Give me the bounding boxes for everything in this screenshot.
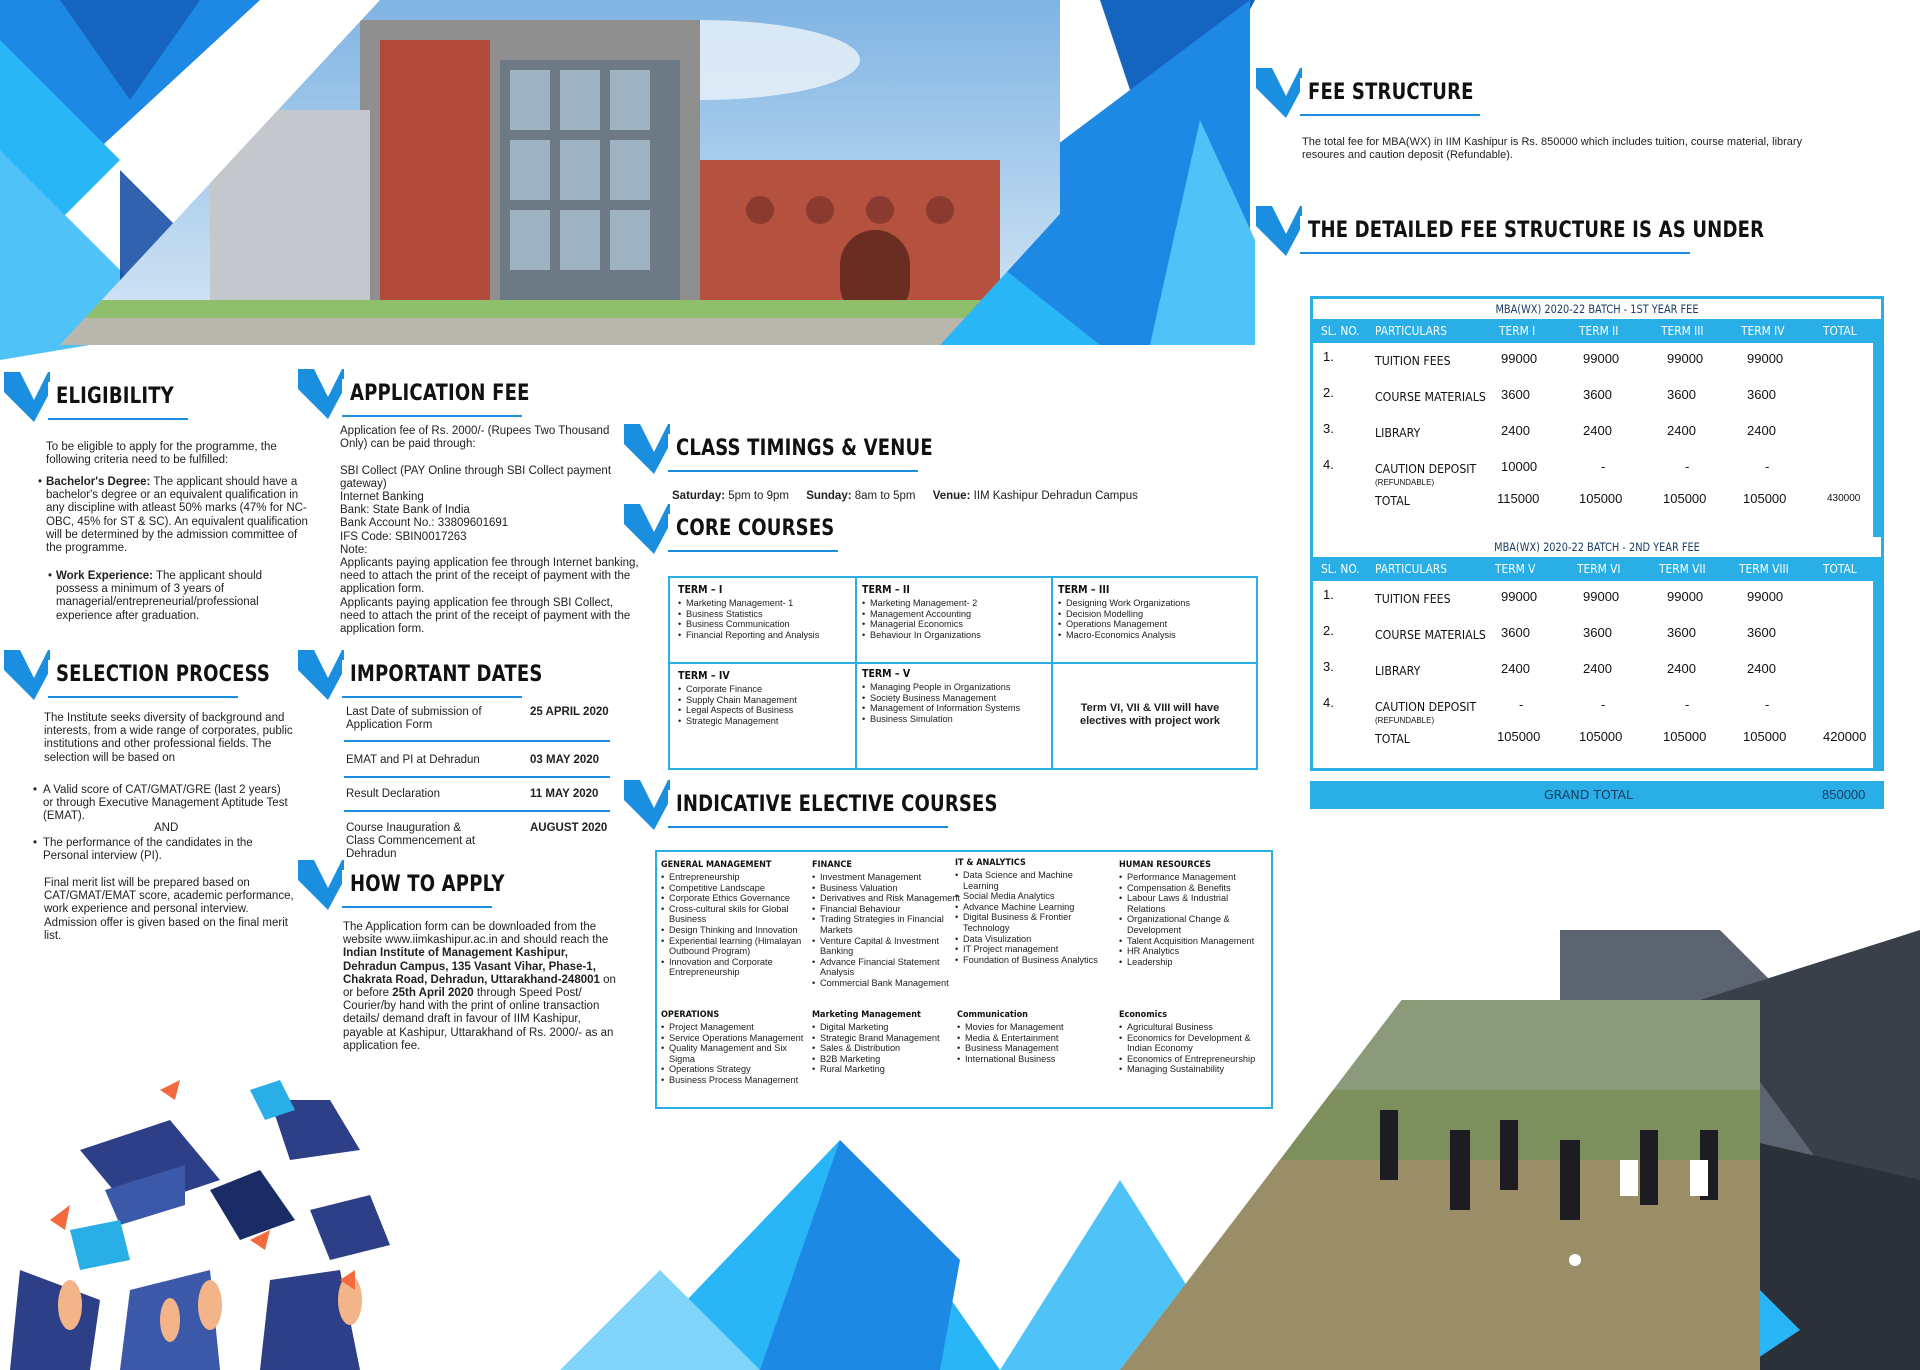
eligibility-intro: To be eligible to apply for the programme, the following criteria need to be fulfilled: [46, 441, 277, 467]
electives-heading [624, 786, 998, 830]
how-to-apply-title: HOW TO APPLY [350, 872, 505, 897]
selection-heading [4, 656, 271, 700]
fee-row: 2. COURSE MATERIALS 3600 3600 3600 3600 [1323, 623, 1776, 642]
core-courses-title: CORE COURSES [676, 516, 835, 541]
how-to-apply-text: The Application form can be downloaded from the website www.iimkashipur.ac.in and should reach the Indian Institute of Management Kashipur, Dehradun Campus, 135 Vasant Vihar, Phase-1, Chakrata Road, Dehradun, Uttarakhand-248001 on or before 25th April 2020 through Speed Post/ Courier/by hand with the print of online transaction details/ demand draft in favour of IIM Kashipur, payable at Kashipur, Uttarakhand of Rs. 2000/- as an application fee. [343, 921, 616, 1052]
chevron-icon [624, 504, 670, 564]
application-fee-title: APPLICATION FEE [350, 381, 530, 406]
term-1: TERM – I • Marketing Management- 1 • Business Statistics • Business Communication • Financial Reporting and Analysis [678, 584, 853, 640]
fee-row: 1. TUITION FEES 99000 99000 99000 99000 [1323, 349, 1784, 368]
eligibility-work: • Work Experience: The applicant should possess a minimum of 3 years of managerial/entrepreneurial/professional experience after graduation. [48, 570, 263, 622]
fee-structure-title: FEE STRUCTURE [1308, 80, 1474, 105]
elective-group: HUMAN RESOURCES • Performance Management • Compensation & Benefits • Labour Laws & Industrial Relations • Organizational Change & Development • Talent Acquisition Management • HR Analytics • Leadership [1119, 860, 1267, 967]
bachelor-label: Bachelor's Degree: [46, 476, 151, 488]
fee-table-year2 [1310, 537, 1884, 771]
fee-structure-heading [1256, 74, 1486, 118]
detailed-fee-heading [1256, 212, 1765, 256]
eligibility-bachelor: • Bachelor's Degree: The applicant should have a bachelor's degree or an equivalent qualification in any discipline with atleast 50% marks (47% for NC-OBC, 45% for ST & SC). An equivalent qualification will be determined by the admission committee of the programme. [38, 476, 308, 555]
term-4: TERM – IV • Corporate Finance • Supply Chain Management • Legal Aspects of Business • Strategic Management [678, 670, 853, 726]
fee-table-header: SL. NO. PARTICULARS TERM I TERM II TERM III TERM IV TOTAL [1313, 319, 1881, 343]
elective-group: Communication • Movies for Management • Media & Entertainment • Business Management • International Business [957, 1010, 1107, 1064]
fee-row: 2. COURSE MATERIALS 3600 3600 3600 3600 [1323, 385, 1776, 404]
elective-group: GENERAL MANAGEMENT • Entrepreneurship • Competitive Landscape • Corporate Ethics Governance • Cross-cultural skils for Global Business • Design Thinking and Innovation • Experiential learning (Himalayan Outbound Program) • Innovation and Corporate Entrepreneurship [661, 860, 811, 978]
work-text: The applicant should possess a minimum of 3 years of managerial/entrepreneurial/professional experience after graduation. [56, 570, 263, 622]
fee-table-year1 [1310, 296, 1884, 540]
fee-structure-text: The total fee for MBA(WX) in IIM Kashipur is Rs. 850000 which includes tuition, course material, library resoures and caution deposit (Refundable). [1302, 136, 1803, 162]
fee-row-total: TOTAL 105000 105000 105000 105000 420000 [1375, 729, 1867, 746]
important-dates-heading [298, 656, 543, 700]
fee-row: 4. CAUTION DEPOSIT (REFUNDABLE) - - - - [1323, 695, 1770, 725]
fee-row-total: TOTAL 115000 105000 105000 105000 430000 [1375, 491, 1861, 508]
electives-note: Term VI, VII & VIII will have electives with project work [1080, 702, 1220, 727]
graduation-caps-illustration [10, 1070, 410, 1370]
selection-item1: • A Valid score of CAT/GMAT/GRE (last 2 years) or through Executive Management Aptitude Test (EMAT). [33, 784, 288, 823]
chevron-icon [4, 372, 50, 432]
dates-row: Course Inauguration & Class Commencement at Dehradun AUGUST 2020 [346, 822, 608, 861]
core-courses-grid [668, 576, 1258, 770]
selection-and: AND [154, 822, 179, 834]
chevron-icon [1256, 68, 1302, 128]
grand-total-value: 850000 [1822, 787, 1866, 802]
electives-title: INDICATIVE ELECTIVE COURSES [676, 792, 998, 817]
dates-table [344, 700, 610, 861]
electives-grid [655, 850, 1273, 1109]
elective-group: IT & ANALYTICS • Data Science and Machine Learning • Social Media Analytics • Advance Machine Learning • Digital Business & Frontier Technology • Data Visulization • IT Project management • Foundation of Business Analytics [955, 858, 1105, 965]
core-courses-heading [624, 510, 844, 554]
work-label: Work Experience: [56, 570, 153, 582]
dates-row: EMAT and PI at Dehradun 03 MAY 2020 [344, 742, 610, 778]
fee-table-caption: MBA(WX) 2020-22 BATCH - 1ST YEAR FEE [1495, 302, 1699, 316]
selection-intro: The Institute seeks diversity of background and interests, from a wide range of corporates, public institutions and other professional fields. The selection will be based on [44, 712, 293, 764]
fee-row: 3. LIBRARY 2400 2400 2400 2400 [1323, 421, 1776, 440]
chevron-icon [298, 650, 344, 710]
application-fee-heading [298, 375, 530, 419]
term-2: TERM – II • Marketing Management- 2 • Management Accounting • Managerial Economics • Behaviour In Organizations [862, 584, 1047, 640]
elective-group: OPERATIONS • Project Management • Service Operations Management • Quality Management and Six Sigma • Operations Strategy • Business Process Management [661, 1010, 811, 1086]
chevron-icon [298, 369, 344, 429]
class-timings-text: Saturday: 5pm to 9pm Sunday: 8am to 5pm Venue: IIM Kashipur Dehradun Campus [672, 490, 1138, 502]
chevron-icon [298, 860, 344, 920]
chevron-icon [4, 650, 50, 710]
dates-row: Last Date of submission of Application Form 25 APRIL 2020 [344, 700, 610, 742]
eligibility-title: ELIGIBILITY [56, 384, 174, 409]
term-5: TERM – V • Managing People in Organizations • Society Business Management • Management of Information Systems • Business Simulation [862, 668, 1050, 724]
elective-group: Marketing Management • Digital Marketing • Strategic Brand Management • Sales & Distribution • B2B Marketing • Rural Marketing [812, 1010, 962, 1075]
how-to-apply-heading [298, 866, 505, 910]
important-dates-title: IMPORTANT DATES [350, 662, 543, 687]
selection-item2: • The performance of the candidates in the Personal interview (PI). [33, 837, 253, 863]
class-timings-title: CLASS TIMINGS & VENUE [676, 436, 933, 461]
term-3: TERM – III • Designing Work Organizations • Decision Modelling • Operations Management • Macro-Economics Analysis [1058, 584, 1248, 640]
selection-title: SELECTION PROCESS [56, 662, 271, 687]
elective-group: Economics • Agricultural Business • Economics for Development & Indian Economy • Economics of Entrepreneurship • Managing Sustainability [1119, 1010, 1267, 1075]
chevron-icon [624, 424, 670, 484]
graduation-cap-icon [80, 1120, 220, 1225]
bachelor-text: The applicant should have a bachelor's degree or an equivalent qualification in any discipline with atleast 50% marks (47% for NC-OBC, 45% for ST & SC). An equivalent qualification will be determined by the admission committee of the programme. [46, 476, 308, 555]
fee-table-caption: MBA(WX) 2020-22 BATCH - 2ND YEAR FEE [1494, 540, 1700, 554]
grand-total-label: GRAND TOTAL [1544, 787, 1634, 802]
eligibility-heading [4, 378, 194, 422]
grand-total-bar [1310, 781, 1884, 809]
elective-group: FINANCE • Investment Management • Business Valuation • Derivatives and Risk Management • Financial Behaviour • Trading Strategies in Financial Markets • Venture Capital & Investment Banking • Advance Financial Statement Analysis • Commercial Bank Management [812, 860, 962, 989]
fee-row: 4. CAUTION DEPOSIT (REFUNDABLE) 10000 - - - [1323, 457, 1770, 487]
chevron-icon [624, 780, 670, 840]
application-fee-text: Application fee of Rs. 2000/- (Rupees Two Thousand Only) can be paid through: SBI Collect (PAY Online through SBI Collect payment gateway) Internet Banking Bank: State Bank of India Bank Account No.: 33809601691 IFS Code: SBIN0017263 Note: Applicants paying application fee through Internet banking, need to attach the print of the receipt of payment with the application form. Applicants paying application fee through SBI Collect, need to attach the print of the receipt of payment with the application form. [340, 425, 639, 636]
selection-final: Final merit list will be prepared based on CAT/GMAT/EMAT score, academic performance, work experience and personal interview. Admission offer is given based on the final merit list. [44, 877, 294, 942]
fee-table-header: SL. NO. PARTICULARS TERM V TERM VI TERM VII TERM VIII TOTAL [1313, 557, 1881, 581]
dates-row: Result Declaration 11 MAY 2020 [344, 778, 610, 812]
chevron-icon [1256, 206, 1302, 266]
fee-row: 3. LIBRARY 2400 2400 2400 2400 [1323, 659, 1776, 678]
detailed-fee-title: THE DETAILED FEE STRUCTURE IS AS UNDER [1308, 218, 1765, 243]
class-timings-heading [624, 430, 933, 474]
fee-row: 1. TUITION FEES 99000 99000 99000 99000 [1323, 587, 1784, 606]
